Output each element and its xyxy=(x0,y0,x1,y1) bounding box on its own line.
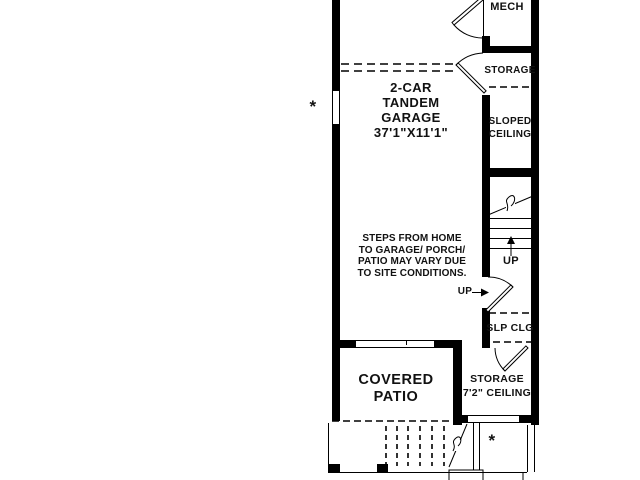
storage-top-room-label: STORAGE xyxy=(484,65,536,76)
slp-clg-label: SLP CLG xyxy=(486,322,534,334)
covered-patio-label xyxy=(336,372,456,406)
entry-door-leaf xyxy=(486,285,513,312)
storage-bottom-line1: STORAGE xyxy=(470,373,524,385)
wall-storage-bottom-sill-left xyxy=(453,415,467,423)
wall-mech-storage-divider xyxy=(482,46,539,53)
stairs-up-label: UP xyxy=(503,255,519,267)
bottom-step-outline-right xyxy=(483,473,523,480)
mech-door-leaf xyxy=(452,0,483,25)
window-storage-bottom-wall xyxy=(468,416,520,423)
note-line2: TO GARAGE/ PORCH/ xyxy=(358,244,466,256)
site-conditions-note xyxy=(337,233,487,279)
asterisk-marker-right: * xyxy=(488,431,496,450)
sloped-ceiling-line1: SLOPED xyxy=(488,116,532,127)
garage-label-line1: 2-CAR xyxy=(390,80,432,95)
note-line4: TO SITE CONDITIONS. xyxy=(357,267,467,279)
patio-label-line2: PATIO xyxy=(373,389,419,405)
mech-door-swing xyxy=(454,25,483,38)
storage-bottom-line2: 7'2" CEILING xyxy=(462,387,532,399)
entry-up-arrow-icon xyxy=(481,289,489,297)
stairwell xyxy=(488,196,533,256)
bottom-break xyxy=(449,424,467,467)
storage-top-door-swing xyxy=(456,53,483,65)
storage-bottom-door-leaf xyxy=(503,346,528,371)
wall-stairwell-top xyxy=(482,168,539,177)
sloped-ceiling-label xyxy=(480,115,540,141)
window-patio-wall xyxy=(356,341,435,348)
entry-up-label: UP xyxy=(457,286,473,297)
garage-label-line3: GARAGE xyxy=(381,110,441,125)
garage-room-label xyxy=(350,80,472,140)
garage-label-line2: TANDEM xyxy=(382,95,440,110)
sloped-ceiling-line2: CEILING xyxy=(488,129,532,140)
note-line3: PATIO MAY VARY DUE xyxy=(358,256,466,267)
entry-door-swing xyxy=(488,277,513,287)
storage-bottom-door-swing xyxy=(495,348,505,371)
wall-left-upper xyxy=(332,0,340,90)
storage-bottom-label xyxy=(454,372,540,400)
window-left-wall xyxy=(333,91,340,125)
patio-post-left xyxy=(328,464,340,473)
wall-storage-bottom-corner xyxy=(520,415,539,423)
stair-up-arrow-icon xyxy=(507,236,515,244)
wall-right-outer xyxy=(531,0,539,425)
mech-room-label: MECH xyxy=(490,1,524,13)
patio-steps xyxy=(386,426,444,466)
garage-dimensions: 37'1"X11'1" xyxy=(373,125,449,140)
note-line1: STEPS FROM HOME xyxy=(362,233,462,244)
bottom-step-outline-left xyxy=(449,470,483,480)
wall-garage-patio-left xyxy=(332,340,355,348)
patio-label-line1: COVERED xyxy=(358,372,434,388)
asterisk-marker-left: * xyxy=(309,97,317,116)
